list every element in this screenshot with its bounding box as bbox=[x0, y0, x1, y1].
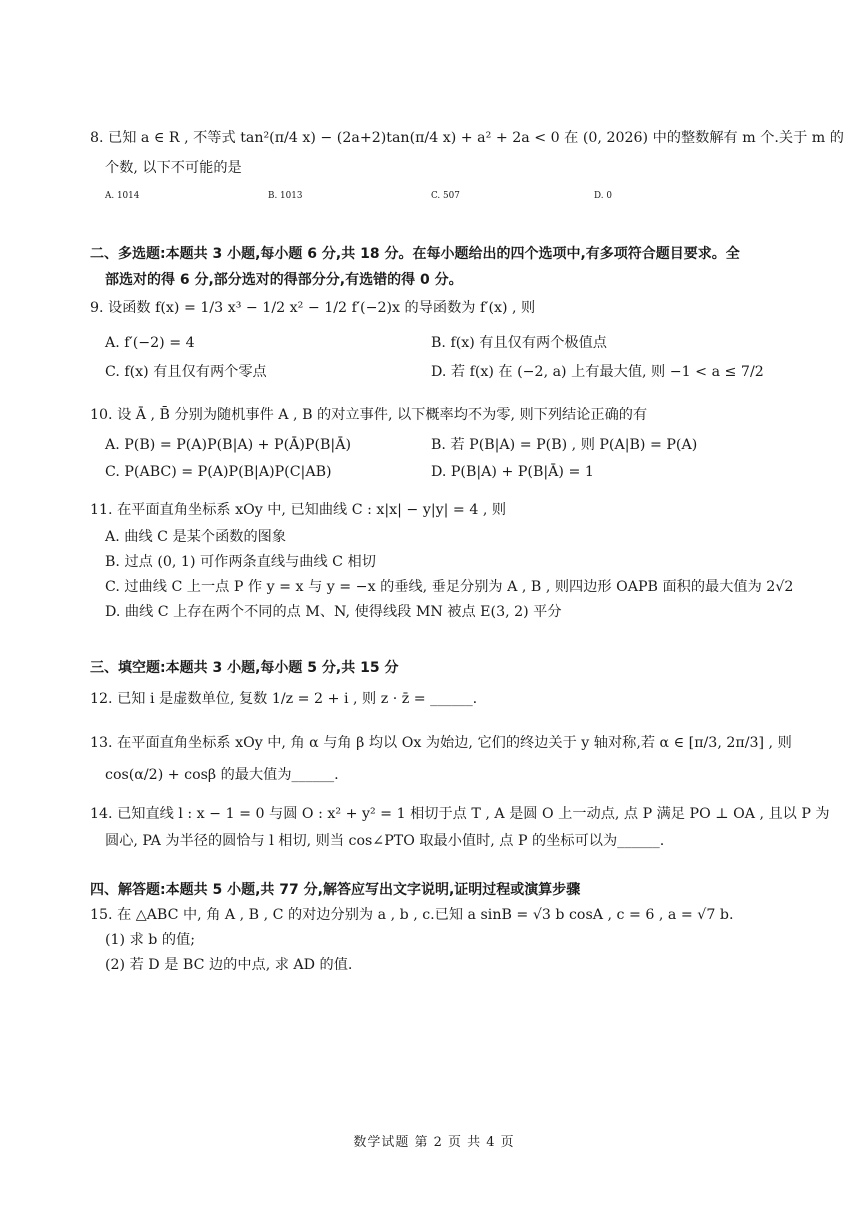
q9-option-c: C. f(x) 有且仅有两个零点 bbox=[105, 364, 267, 380]
q10-option-b: B. 若 P(B|A) = P(B) , 则 P(A|B) = P(A) bbox=[431, 437, 698, 453]
q11-option-c: C. 过曲线 C 上一点 P 作 y = x 与 y = −x 的垂线, 垂足分别为 A , B , 则四边形 OAPB 面积的最大值为 2√2 bbox=[105, 579, 794, 595]
q9-option-d: D. 若 f(x) 在 (−2, a) 上有最大值, 则 −1 < a ≤ 7/2 bbox=[431, 364, 764, 380]
q8-option-b: B. 1013 bbox=[268, 191, 303, 201]
q15-part-1: (1) 求 b 的值; bbox=[105, 932, 196, 948]
q13-line1: 13. 在平面直角坐标系 xOy 中, 角 α 与角 β 均以 Ox 为始边, 它们的终边关于 y 轴对称,若 α ∈ [π/3, 2π/3] , 则 bbox=[90, 735, 792, 751]
section3-title: 三、填空题:本题共 3 小题,每小题 5 分,共 15 分 bbox=[90, 660, 399, 676]
q15-stem: 15. 在 △ABC 中, 角 A , B , C 的对边分别为 a , b , c.已知 a sinB = √3 b cosA , c = 6 , a = √7 b. bbox=[90, 907, 734, 923]
q10-option-c: C. P(ABC) = P(A)P(B|A)P(C|AB) bbox=[105, 464, 332, 480]
q14-line2: 圆心, PA 为半径的圆恰与 l 相切, 则当 cos∠PTO 取最小值时, 点 P 的坐标可以为______. bbox=[105, 833, 665, 849]
q11-option-b: B. 过点 (0, 1) 可作两条直线与曲线 C 相切 bbox=[105, 554, 376, 570]
q10-stem: 10. 设 Ā , B̄ 分别为随机事件 A , B 的对立事件, 以下概率均不为零, 则下列结论正确的有 bbox=[90, 407, 648, 423]
page-footer: 数学试题 第 2 页 共 4 页 bbox=[353, 1135, 515, 1150]
q11-stem: 11. 在平面直角坐标系 xOy 中, 已知曲线 C : x|x| − y|y| = 4 , 则 bbox=[90, 502, 507, 518]
q8-option-d: D. 0 bbox=[594, 191, 612, 201]
q11-option-a: A. 曲线 C 是某个函数的图象 bbox=[105, 529, 287, 545]
q10-option-a: A. P(B) = P(A)P(B|A) + P(Ā)P(B|Ā) bbox=[105, 437, 351, 453]
q10-option-d: D. P(B|A) + P(B|Ā) = 1 bbox=[431, 464, 594, 480]
q9-option-a: A. f′(−2) = 4 bbox=[105, 335, 195, 351]
q8-option-c: C. 507 bbox=[431, 191, 460, 201]
q11-option-d: D. 曲线 C 上存在两个不同的点 M、N, 使得线段 MN 被点 E(3, 2) 平分 bbox=[105, 604, 562, 620]
q9-option-b: B. f(x) 有且仅有两个极值点 bbox=[431, 335, 607, 351]
q9-stem: 9. 设函数 f(x) = 1/3 x³ − 1/2 x² − 1/2 f′(−2)x 的导函数为 f′(x) , 则 bbox=[90, 300, 536, 316]
section2-title-line1: 二、多选题:本题共 3 小题,每小题 6 分,共 18 分。在每小题给出的四个选项中,有多项符合题目要求。全 bbox=[90, 246, 740, 262]
q14-line1: 14. 已知直线 l : x − 1 = 0 与圆 O : x² + y² = 1 相切于点 T , A 是圆 O 上一动点, 点 P 满足 PO ⊥ OA , 且以 P 为 bbox=[90, 806, 830, 822]
q13-line2: cos(α/2) + cosβ 的最大值为______. bbox=[105, 767, 339, 783]
q8-stem-line1: 8. 已知 a ∈ R , 不等式 tan²(π/4 x) − (2a+2)tan(π/4 x) + a² + 2a < 0 在 (0, 2026) 中的整数解有 m 个.关于 m 的 bbox=[90, 130, 844, 146]
section2-title-line2: 部选对的得 6 分,部分选对的得部分分,有选错的得 0 分。 bbox=[105, 272, 463, 288]
q8-stem-line2: 个数, 以下不可能的是 bbox=[105, 160, 242, 176]
q12-stem: 12. 已知 i 是虚数单位, 复数 1/z = 2 + i , 则 z · z̄ = ______. bbox=[90, 691, 478, 707]
section4-title: 四、解答题:本题共 5 小题,共 77 分,解答应写出文字说明,证明过程或演算步骤 bbox=[90, 882, 581, 898]
q15-part-2: (2) 若 D 是 BC 边的中点, 求 AD 的值. bbox=[105, 957, 353, 973]
q8-option-a: A. 1014 bbox=[105, 191, 140, 201]
